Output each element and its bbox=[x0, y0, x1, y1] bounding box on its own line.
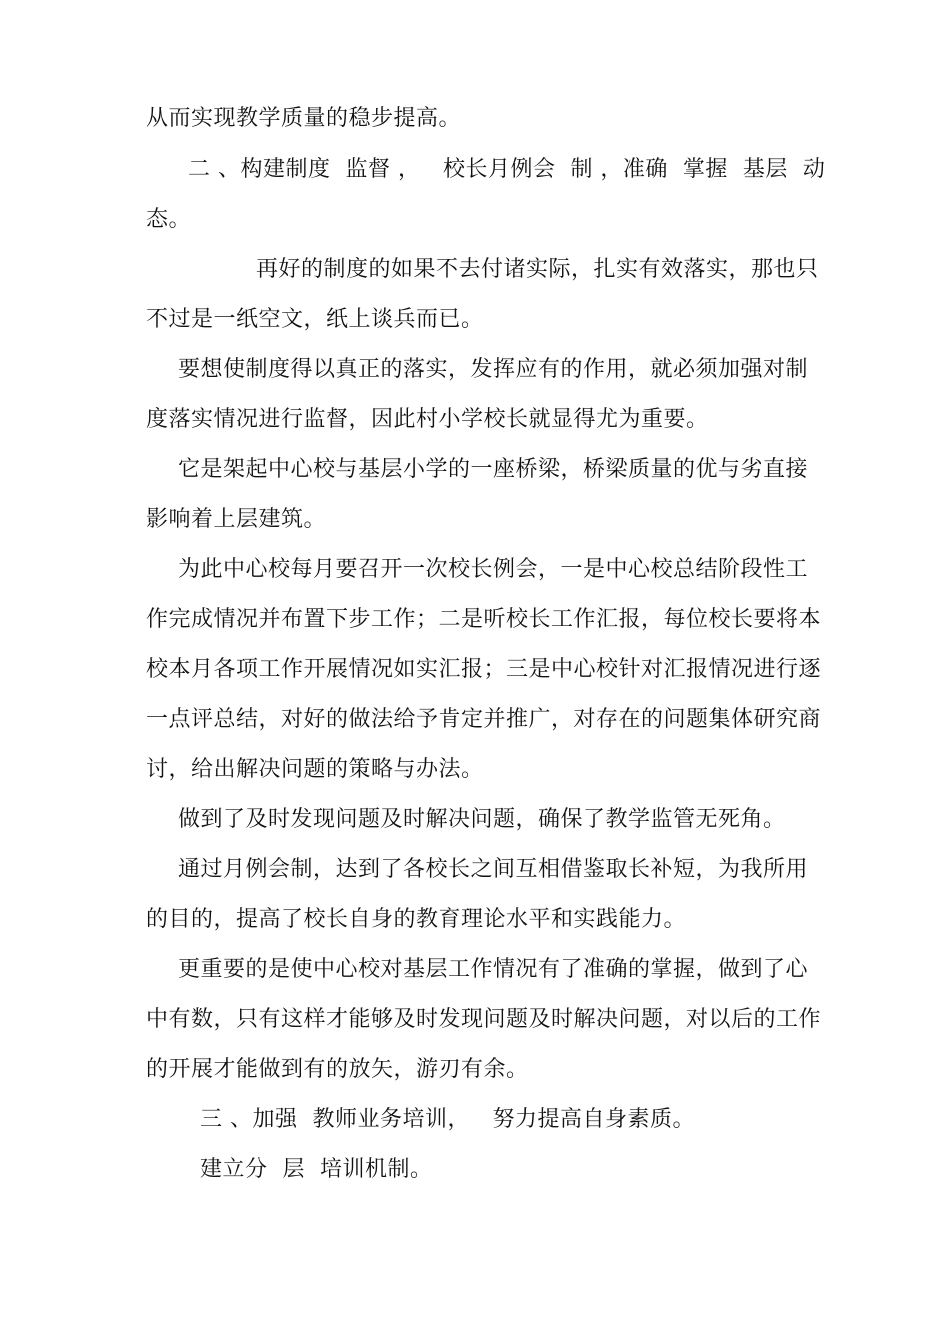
text-line: 的开展才能做到有的放矢，游刃有余。 bbox=[146, 1057, 529, 1082]
text-line: 中有数，只有这样才能够及时发现问题及时解决问题，对以后的工作 bbox=[146, 1007, 822, 1032]
text-line: 再好的制度的如果不去付诸实际，扎实有效落实，那也只 bbox=[256, 257, 819, 282]
text-line: 从而实现教学质量的稳步提高。 bbox=[146, 106, 462, 131]
text-line: 要想使制度得以真正的落实，发挥应有的作用，就必须加强对制 bbox=[178, 357, 809, 382]
text-line: 校本月各项工作开展情况如实汇报；三是中心校针对汇报情况进行逐 bbox=[146, 657, 822, 682]
text-line: 影响着上层建筑。 bbox=[146, 507, 327, 532]
text-line: 不过是一纸空文，纸上谈兵而已。 bbox=[146, 307, 484, 332]
text-line: 为此中心校每月要召开一次校长例会，一是中心校总结阶段性工 bbox=[178, 557, 809, 582]
section-heading-two: 二 、构建制度 监督 ， 校长月例会 制 ，准确 掌握 基层 动 bbox=[188, 157, 826, 182]
text-line: 它是架起中心校与基层小学的一座桥梁，桥梁质量的优与劣直接 bbox=[178, 457, 809, 482]
text-line: 讨，给出解决问题的策略与办法。 bbox=[146, 757, 484, 782]
text-line: 的目的，提高了校长自身的教育理论水平和实践能力。 bbox=[146, 907, 687, 932]
text-line: 作完成情况并布置下步工作；二是听校长工作汇报，每位校长要将本 bbox=[146, 607, 822, 632]
text-line: 更重要的是使中心校对基层工作情况有了准确的掌握，做到了心 bbox=[178, 957, 809, 982]
text-line: 通过月例会制，达到了各校长之间互相借鉴取长补短，为我所用 bbox=[178, 857, 809, 882]
text-line: 度落实情况进行监督，因此村小学校长就显得尤为重要。 bbox=[146, 407, 709, 432]
text-line: 一点评总结，对好的做法给予肯定并推广，对存在的问题集体研究商 bbox=[146, 707, 822, 732]
text-line: 建立分 层 培训机制。 bbox=[200, 1157, 433, 1182]
text-line: 做到了及时发现问题及时解决问题，确保了教学监管无死角。 bbox=[178, 807, 786, 832]
section-heading-three: 三 、加强 教师业务培训， 努力提高自身素质。 bbox=[200, 1107, 695, 1132]
text-line: 态。 bbox=[146, 207, 192, 232]
